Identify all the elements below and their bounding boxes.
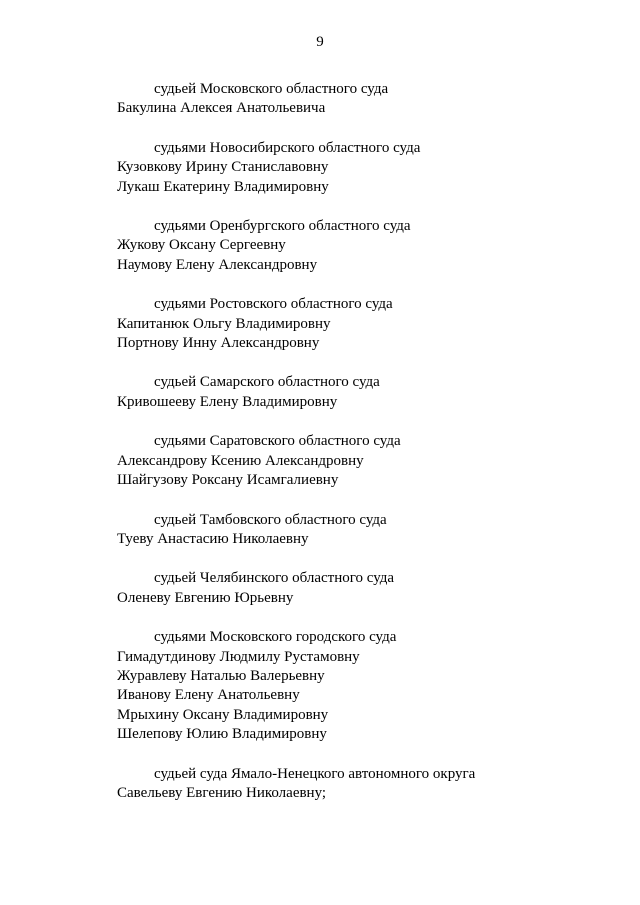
court-heading: судьями Саратовского областного суда bbox=[154, 433, 401, 450]
court-heading: судьями Оренбургского областного суда bbox=[154, 218, 411, 235]
judge-name: Наумову Елену Александровну bbox=[117, 256, 318, 273]
judge-name: Шелепову Юлию Владимировну bbox=[117, 726, 327, 743]
judge-name: Савельеву Евгению Николаевну; bbox=[117, 784, 327, 801]
court-heading: судьями Новосибирского областного суда bbox=[154, 139, 421, 156]
document-body bbox=[117, 80, 597, 823]
judge-name: Шайгузову Роксану Исамгалиевну bbox=[117, 472, 339, 489]
appointment-group bbox=[117, 628, 597, 744]
appointment-group bbox=[117, 373, 597, 412]
judge-name: Капитанюк Ольгу Владимировну bbox=[117, 315, 331, 332]
judge-name: Туеву Анастасию Николаевну bbox=[117, 530, 309, 547]
judge-name: Жукову Оксану Сергеевну bbox=[117, 237, 286, 254]
appointment-group bbox=[117, 765, 597, 804]
appointment-group bbox=[117, 139, 597, 197]
judge-name: Лукаш Екатерину Владимировну bbox=[117, 178, 329, 195]
judge-name: Оленеву Евгению Юрьевну bbox=[117, 589, 294, 606]
court-heading: судьей Самарского областного суда bbox=[154, 374, 380, 391]
judge-name: Кривошееву Елену Владимировну bbox=[117, 393, 338, 410]
judge-name: Мрыхину Оксану Владимировну bbox=[117, 706, 329, 723]
appointment-group bbox=[117, 295, 597, 353]
court-heading: судьей суда Ямало-Ненецкого автономного округа bbox=[154, 765, 476, 782]
appointment-group bbox=[117, 432, 597, 490]
court-heading: судьями Ростовского областного суда bbox=[154, 296, 393, 313]
judge-name: Бакулина Алексея Анатольевича bbox=[117, 100, 326, 117]
appointment-group bbox=[117, 80, 597, 119]
court-heading: судьями Московского городского суда bbox=[154, 629, 397, 646]
court-heading: судьей Московского областного суда bbox=[154, 81, 389, 97]
appointment-group bbox=[117, 569, 597, 608]
page-number: 9 bbox=[316, 34, 324, 50]
judge-name: Иванову Елену Анатольевну bbox=[117, 687, 300, 704]
judge-name: Александрову Ксению Александровну bbox=[117, 452, 364, 469]
court-heading: судьей Тамбовского областного суда bbox=[154, 511, 387, 528]
appointment-group bbox=[117, 511, 597, 550]
judge-name: Журавлеву Наталью Валерьевну bbox=[117, 667, 325, 684]
court-heading: судьей Челябинского областного суда bbox=[154, 570, 395, 587]
judge-name: Гимадутдинову Людмилу Рустамовну bbox=[117, 648, 360, 665]
judge-name: Портнову Инну Александровну bbox=[117, 335, 320, 352]
judge-name: Кузовкову Ирину Станиславовну bbox=[117, 159, 329, 176]
appointment-group bbox=[117, 217, 597, 275]
